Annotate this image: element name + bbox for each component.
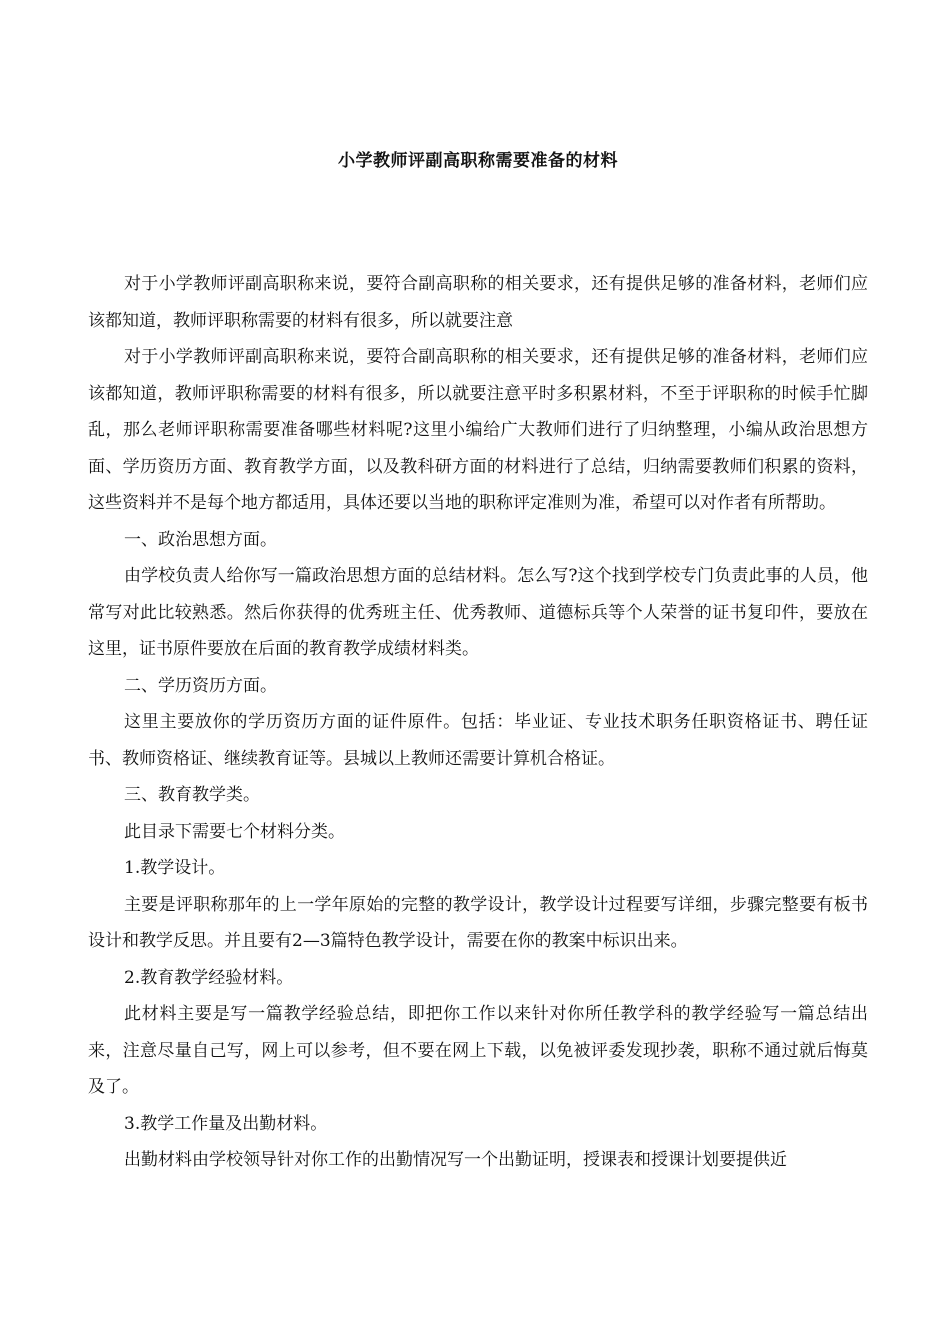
- paragraph-intro-fragment: 对于小学教师评副高职称来说，要符合副高职称的相关要求，还有提供足够的准备材料，老师们应该都知道，教师评职称需要的材料有很多，所以就要注意: [88, 274, 868, 331]
- section-heading-political: 一、政治思想方面。: [124, 529, 277, 550]
- paragraph-teaching-experience: 此材料主要是写一篇教学经验总结，即把你工作以来针对你所任教学科的教学经验写一篇总结出来，注意尽量自己写，网上可以参考，但不要在网上下载，以免被评委发现抄袭，职称不通过就后悔莫及了。: [88, 1004, 868, 1097]
- document-title: 小学教师评副高职称需要准备的材料: [338, 151, 618, 171]
- paragraph-workload-attendance: 出勤材料由学校领导针对你工作的出勤情况写一个出勤证明，授课表和授课计划要提供近: [124, 1150, 787, 1170]
- subheading-teaching-experience: 2.教育教学经验材料。: [124, 967, 294, 988]
- paragraph-intro: 对于小学教师评副高职称来说，要符合副高职称的相关要求，还有提供足够的准备材料，老师们应该都知道，教师评职称需要的材料有很多，所以就要注意平时多积累材料，不至于评职称的时候手忙脚乱，那么老师评职称需要准备哪些材料呢?这里小编给广大教师们进行了归纳整理，小编从政治思想方面、学历资历方面、教育教学方面，以及教科研方面的材料进行了总结，归纳需要教师们积累的资料，这些资料并不是每个地方都适用，具体还要以当地的职称评定准则为准，希望可以对作者有所帮助。: [88, 347, 868, 513]
- paragraph-education: 这里主要放你的学历资历方面的证件原件。包括：毕业证、专业技术职务任职资格证书、聘任证书、教师资格证、继续教育证等。县城以上教师还需要计算机合格证。: [88, 712, 868, 769]
- paragraph-teaching-intro: 此目录下需要七个材料分类。: [124, 821, 345, 842]
- paragraph-political: 由学校负责人给你写一篇政治思想方面的总结材料。怎么写?这个找到学校专门负责此事的人员，他常写对此比较熟悉。然后你获得的优秀班主任、优秀教师、道德标兵等个人荣誉的证书复印件，要放在这里，证书原件要放在后面的教育教学成绩材料类。: [88, 566, 868, 659]
- section-heading-teaching: 三、教育教学类。: [124, 785, 260, 805]
- document-body: [88, 266, 868, 1179]
- section-heading-education: 二、学历资历方面。: [124, 675, 277, 696]
- paragraph-teaching-design: 主要是评职称那年的上一学年原始的完整的教学设计，教学设计过程要写详细，步骤完整要有板书设计和教学反思。并且要有2—3篇特色教学设计，需要在你的教案中标识出来。: [88, 894, 868, 951]
- subheading-teaching-design: 1.教学设计。: [124, 858, 226, 878]
- subheading-workload-attendance: 3.教学工作量及出勤材料。: [124, 1113, 328, 1134]
